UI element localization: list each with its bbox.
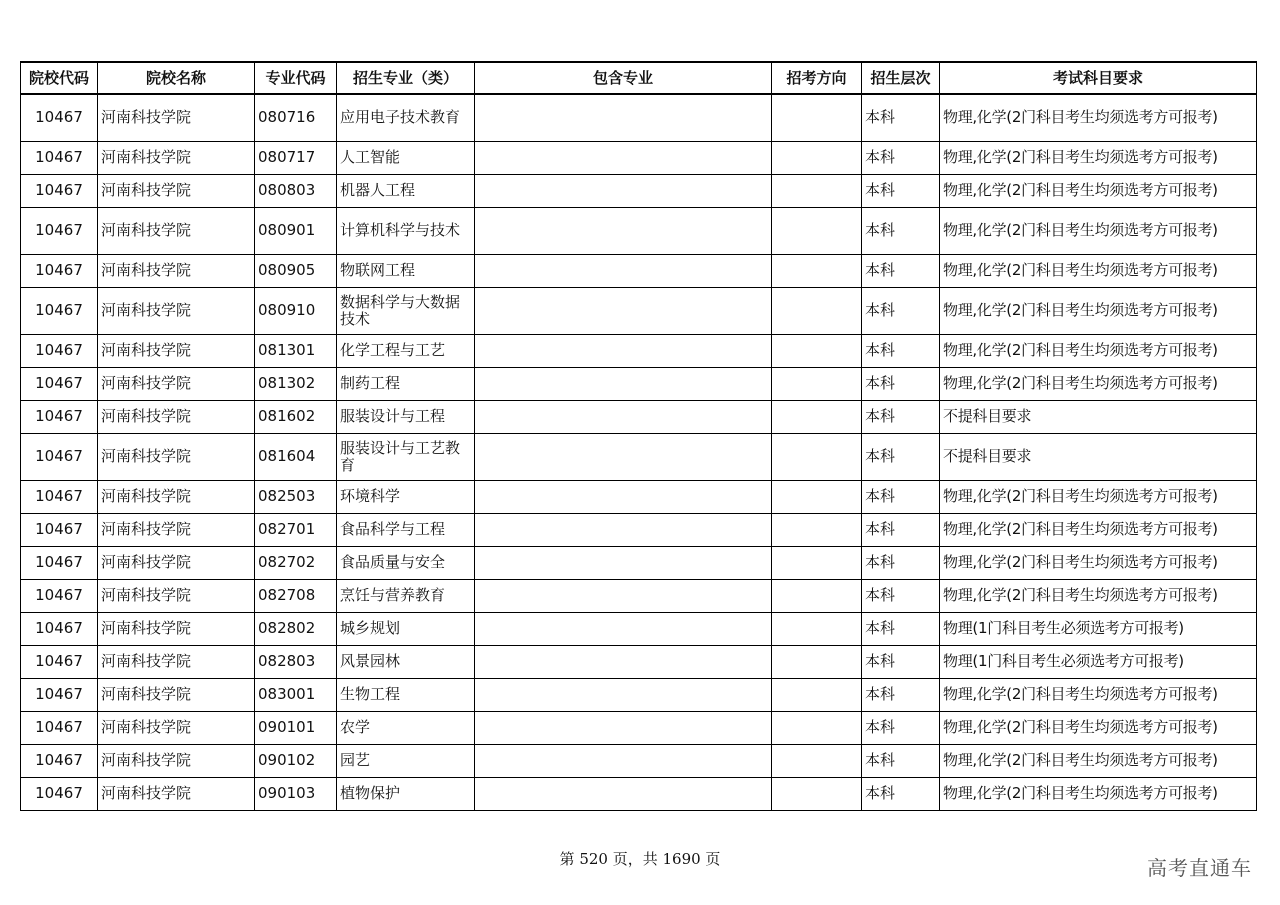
- table-row: [21, 207, 1257, 254]
- cell-major: 食品质量与安全: [337, 546, 475, 579]
- cell-direction: [772, 645, 862, 678]
- cell-direction: [772, 711, 862, 744]
- cell-included-majors: [475, 546, 772, 579]
- cell-school-code: 10467: [21, 334, 98, 367]
- header-level: 招生层次: [862, 62, 940, 94]
- cell-school-code: 10467: [21, 174, 98, 207]
- cell-major-code: 080910: [255, 287, 337, 334]
- cell-school-name: 河南科技学院: [98, 645, 255, 678]
- table-header-row: [21, 62, 1257, 94]
- cell-level: 本科: [862, 777, 940, 810]
- cell-school-code: 10467: [21, 400, 98, 433]
- cell-school-name: 河南科技学院: [98, 546, 255, 579]
- cell-school-code: 10467: [21, 546, 98, 579]
- cell-subject-requirement: 物理,化学(2门科目考生均须选考方可报考): [940, 141, 1257, 174]
- cell-major: 服装设计与工程: [337, 400, 475, 433]
- cell-major-code: 082802: [255, 612, 337, 645]
- table-row: [21, 744, 1257, 777]
- cell-major: 生物工程: [337, 678, 475, 711]
- cell-subject-requirement: 物理,化学(2门科目考生均须选考方可报考): [940, 207, 1257, 254]
- header-direction: 招考方向: [772, 62, 862, 94]
- cell-school-code: 10467: [21, 287, 98, 334]
- cell-included-majors: [475, 94, 772, 141]
- cell-major-code: 080717: [255, 141, 337, 174]
- cell-subject-requirement: 物理,化学(2门科目考生均须选考方可报考): [940, 579, 1257, 612]
- cell-school-name: 河南科技学院: [98, 612, 255, 645]
- cell-major-code: 090101: [255, 711, 337, 744]
- cell-subject-requirement: 物理,化学(2门科目考生均须选考方可报考): [940, 94, 1257, 141]
- cell-subject-requirement: 物理,化学(2门科目考生均须选考方可报考): [940, 678, 1257, 711]
- cell-subject-requirement: 不提科目要求: [940, 400, 1257, 433]
- cell-direction: [772, 207, 862, 254]
- cell-school-name: 河南科技学院: [98, 207, 255, 254]
- cell-direction: [772, 334, 862, 367]
- cell-major-code: 090102: [255, 744, 337, 777]
- cell-school-name: 河南科技学院: [98, 513, 255, 546]
- table-row: [21, 579, 1257, 612]
- cell-level: 本科: [862, 94, 940, 141]
- cell-school-code: 10467: [21, 433, 98, 480]
- cell-school-name: 河南科技学院: [98, 678, 255, 711]
- cell-included-majors: [475, 612, 772, 645]
- header-subject-requirement: 考试科目要求: [940, 62, 1257, 94]
- header-major: 招生专业（类）: [337, 62, 475, 94]
- cell-subject-requirement: 不提科目要求: [940, 433, 1257, 480]
- cell-level: 本科: [862, 480, 940, 513]
- cell-included-majors: [475, 480, 772, 513]
- cell-school-code: 10467: [21, 141, 98, 174]
- cell-major: 农学: [337, 711, 475, 744]
- table-row: [21, 612, 1257, 645]
- cell-included-majors: [475, 777, 772, 810]
- cell-included-majors: [475, 400, 772, 433]
- cell-major-code: 090103: [255, 777, 337, 810]
- cell-direction: [772, 480, 862, 513]
- table-row: [21, 433, 1257, 480]
- cell-school-code: 10467: [21, 678, 98, 711]
- table-row: [21, 174, 1257, 207]
- cell-school-name: 河南科技学院: [98, 433, 255, 480]
- cell-included-majors: [475, 254, 772, 287]
- cell-direction: [772, 287, 862, 334]
- cell-included-majors: [475, 433, 772, 480]
- cell-major-code: 082701: [255, 513, 337, 546]
- table-row: [21, 480, 1257, 513]
- cell-school-code: 10467: [21, 254, 98, 287]
- cell-subject-requirement: 物理,化学(2门科目考生均须选考方可报考): [940, 711, 1257, 744]
- cell-major-code: 081301: [255, 334, 337, 367]
- cell-major-code: 081604: [255, 433, 337, 480]
- cell-school-code: 10467: [21, 645, 98, 678]
- cell-school-name: 河南科技学院: [98, 334, 255, 367]
- cell-included-majors: [475, 207, 772, 254]
- cell-included-majors: [475, 579, 772, 612]
- cell-major: 园艺: [337, 744, 475, 777]
- cell-major-code: 082702: [255, 546, 337, 579]
- cell-major-code: 080716: [255, 94, 337, 141]
- header-school-name: 院校名称: [98, 62, 255, 94]
- cell-direction: [772, 612, 862, 645]
- cell-school-code: 10467: [21, 367, 98, 400]
- cell-level: 本科: [862, 711, 940, 744]
- cell-school-name: 河南科技学院: [98, 367, 255, 400]
- cell-major: 数据科学与大数据技术: [337, 287, 475, 334]
- cell-direction: [772, 174, 862, 207]
- cell-major-code: 080905: [255, 254, 337, 287]
- cell-subject-requirement: 物理,化学(2门科目考生均须选考方可报考): [940, 174, 1257, 207]
- cell-level: 本科: [862, 612, 940, 645]
- table-body: [21, 94, 1257, 810]
- cell-school-name: 河南科技学院: [98, 744, 255, 777]
- cell-major: 人工智能: [337, 141, 475, 174]
- cell-level: 本科: [862, 433, 940, 480]
- cell-level: 本科: [862, 141, 940, 174]
- cell-subject-requirement: 物理,化学(2门科目考生均须选考方可报考): [940, 254, 1257, 287]
- cell-subject-requirement: 物理,化学(2门科目考生均须选考方可报考): [940, 513, 1257, 546]
- cell-school-name: 河南科技学院: [98, 711, 255, 744]
- cell-major: 服装设计与工艺教育: [337, 433, 475, 480]
- cell-major-code: 081602: [255, 400, 337, 433]
- cell-major: 风景园林: [337, 645, 475, 678]
- cell-school-code: 10467: [21, 94, 98, 141]
- cell-school-code: 10467: [21, 207, 98, 254]
- header-included-majors: 包含专业: [475, 62, 772, 94]
- cell-subject-requirement: 物理,化学(2门科目考生均须选考方可报考): [940, 744, 1257, 777]
- table-row: [21, 287, 1257, 334]
- cell-school-code: 10467: [21, 579, 98, 612]
- cell-school-code: 10467: [21, 777, 98, 810]
- cell-level: 本科: [862, 174, 940, 207]
- cell-included-majors: [475, 678, 772, 711]
- cell-direction: [772, 777, 862, 810]
- cell-major: 制药工程: [337, 367, 475, 400]
- cell-included-majors: [475, 287, 772, 334]
- cell-major: 烹饪与营养教育: [337, 579, 475, 612]
- table-row: [21, 513, 1257, 546]
- cell-subject-requirement: 物理(1门科目考生必须选考方可报考): [940, 645, 1257, 678]
- cell-major: 计算机科学与技术: [337, 207, 475, 254]
- cell-subject-requirement: 物理,化学(2门科目考生均须选考方可报考): [940, 287, 1257, 334]
- cell-level: 本科: [862, 546, 940, 579]
- cell-school-code: 10467: [21, 513, 98, 546]
- cell-school-name: 河南科技学院: [98, 287, 255, 334]
- cell-level: 本科: [862, 513, 940, 546]
- cell-school-code: 10467: [21, 480, 98, 513]
- table-row: [21, 777, 1257, 810]
- cell-major-code: 082803: [255, 645, 337, 678]
- cell-school-name: 河南科技学院: [98, 579, 255, 612]
- cell-direction: [772, 400, 862, 433]
- cell-direction: [772, 579, 862, 612]
- cell-direction: [772, 254, 862, 287]
- cell-direction: [772, 94, 862, 141]
- cell-subject-requirement: 物理(1门科目考生必须选考方可报考): [940, 612, 1257, 645]
- cell-school-code: 10467: [21, 711, 98, 744]
- admission-table: [20, 61, 1257, 811]
- table-row: [21, 711, 1257, 744]
- cell-included-majors: [475, 367, 772, 400]
- header-school-code: 院校代码: [21, 62, 98, 94]
- cell-direction: [772, 513, 862, 546]
- header-major-code: 专业代码: [255, 62, 337, 94]
- cell-included-majors: [475, 711, 772, 744]
- cell-included-majors: [475, 334, 772, 367]
- cell-level: 本科: [862, 367, 940, 400]
- table-row: [21, 400, 1257, 433]
- cell-major-code: 080803: [255, 174, 337, 207]
- cell-school-code: 10467: [21, 744, 98, 777]
- cell-level: 本科: [862, 645, 940, 678]
- cell-direction: [772, 141, 862, 174]
- cell-major: 环境科学: [337, 480, 475, 513]
- cell-direction: [772, 367, 862, 400]
- cell-major-code: 082708: [255, 579, 337, 612]
- cell-school-name: 河南科技学院: [98, 400, 255, 433]
- cell-school-name: 河南科技学院: [98, 254, 255, 287]
- cell-major-code: 083001: [255, 678, 337, 711]
- cell-included-majors: [475, 141, 772, 174]
- cell-school-code: 10467: [21, 612, 98, 645]
- cell-subject-requirement: 物理,化学(2门科目考生均须选考方可报考): [940, 777, 1257, 810]
- cell-level: 本科: [862, 400, 940, 433]
- cell-subject-requirement: 物理,化学(2门科目考生均须选考方可报考): [940, 546, 1257, 579]
- table-row: [21, 334, 1257, 367]
- cell-included-majors: [475, 645, 772, 678]
- cell-school-name: 河南科技学院: [98, 174, 255, 207]
- cell-major-code: 080901: [255, 207, 337, 254]
- cell-major: 植物保护: [337, 777, 475, 810]
- cell-major-code: 082503: [255, 480, 337, 513]
- page-number: 第 520 页，共 1690 页: [559, 850, 721, 868]
- cell-major: 食品科学与工程: [337, 513, 475, 546]
- cell-level: 本科: [862, 744, 940, 777]
- table-row: [21, 645, 1257, 678]
- cell-major: 应用电子技术教育: [337, 94, 475, 141]
- cell-included-majors: [475, 744, 772, 777]
- cell-school-name: 河南科技学院: [98, 480, 255, 513]
- cell-school-name: 河南科技学院: [98, 94, 255, 141]
- cell-level: 本科: [862, 287, 940, 334]
- cell-major-code: 081302: [255, 367, 337, 400]
- table-row: [21, 367, 1257, 400]
- cell-major: 物联网工程: [337, 254, 475, 287]
- cell-major: 化学工程与工艺: [337, 334, 475, 367]
- cell-direction: [772, 546, 862, 579]
- cell-level: 本科: [862, 334, 940, 367]
- table-row: [21, 254, 1257, 287]
- cell-subject-requirement: 物理,化学(2门科目考生均须选考方可报考): [940, 480, 1257, 513]
- cell-direction: [772, 433, 862, 480]
- cell-level: 本科: [862, 579, 940, 612]
- cell-level: 本科: [862, 678, 940, 711]
- table-row: [21, 94, 1257, 141]
- cell-direction: [772, 744, 862, 777]
- table-row: [21, 141, 1257, 174]
- cell-subject-requirement: 物理,化学(2门科目考生均须选考方可报考): [940, 334, 1257, 367]
- cell-school-name: 河南科技学院: [98, 777, 255, 810]
- cell-school-name: 河南科技学院: [98, 141, 255, 174]
- cell-subject-requirement: 物理,化学(2门科目考生均须选考方可报考): [940, 367, 1257, 400]
- cell-included-majors: [475, 174, 772, 207]
- cell-major: 城乡规划: [337, 612, 475, 645]
- watermark: 高考直通车: [1147, 856, 1252, 880]
- cell-level: 本科: [862, 254, 940, 287]
- table-row: [21, 678, 1257, 711]
- table-row: [21, 546, 1257, 579]
- cell-level: 本科: [862, 207, 940, 254]
- cell-direction: [772, 678, 862, 711]
- cell-included-majors: [475, 513, 772, 546]
- cell-major: 机器人工程: [337, 174, 475, 207]
